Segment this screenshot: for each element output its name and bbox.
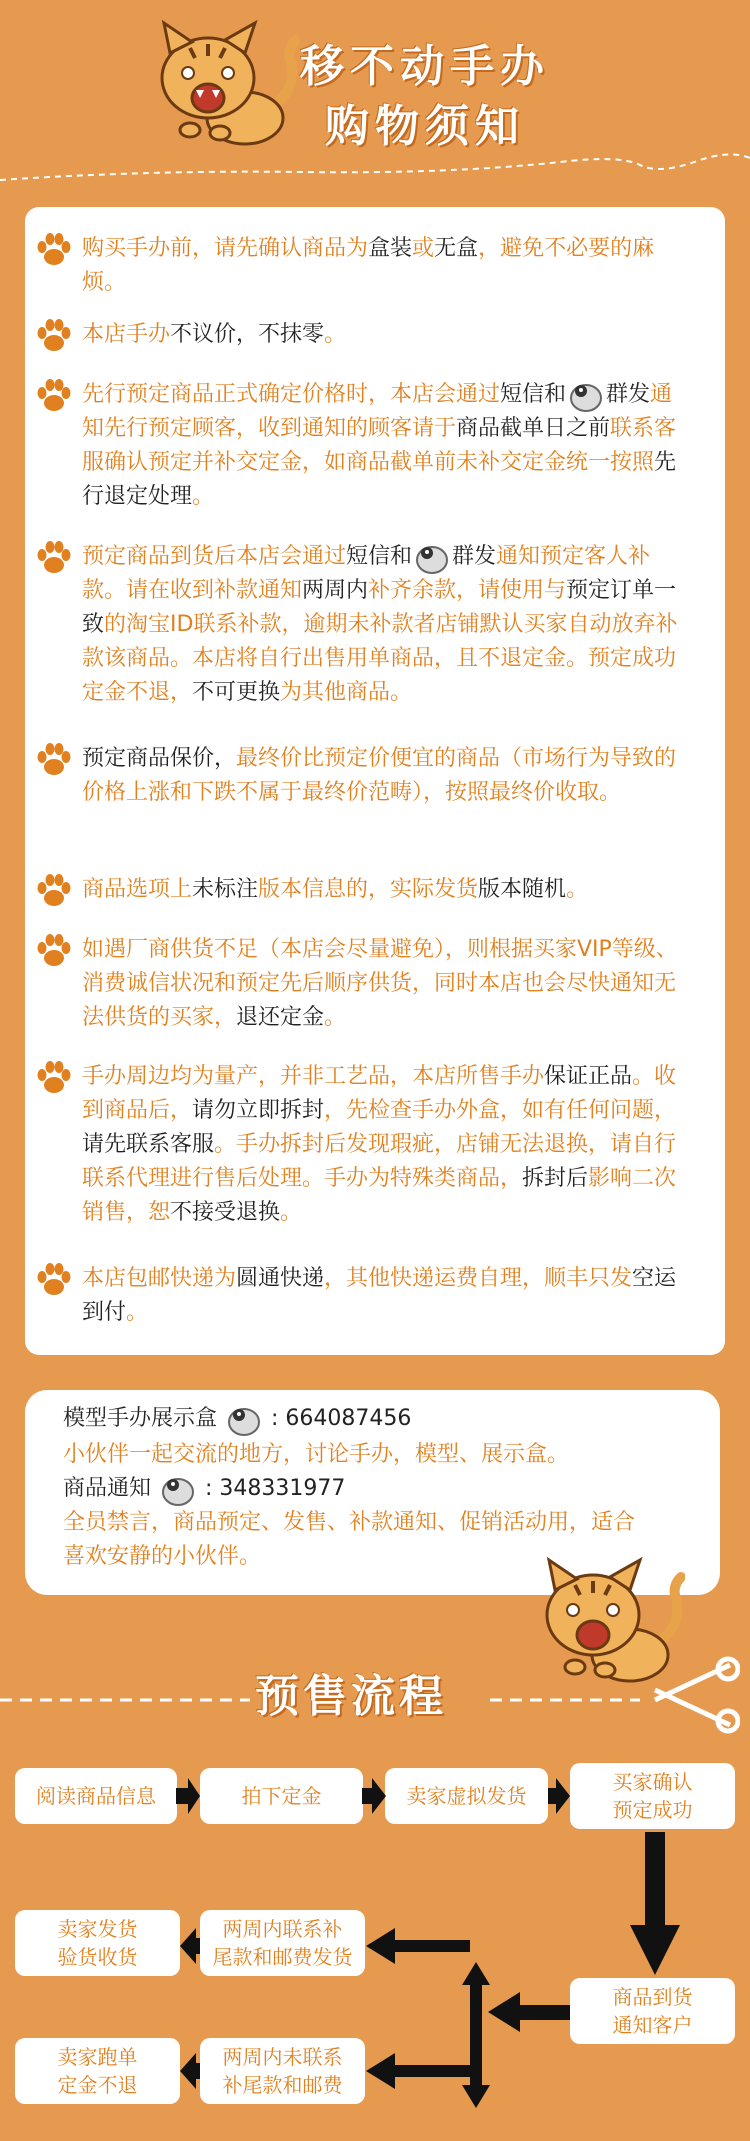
notice-emphasis: 不议价，不抹零 bbox=[170, 322, 325, 347]
notice-text: 商品选项上 bbox=[82, 877, 193, 902]
notice-item bbox=[82, 873, 694, 907]
notice-emphasis: 保证正品 bbox=[544, 1064, 633, 1089]
paw-icon bbox=[34, 376, 74, 416]
notice-emphasis: 短信和 bbox=[346, 544, 413, 569]
notice-text: 最终价比预定价便宜的商品（市场行为导致的价格上涨和下跌不属于最终价范畴），按照最终价收取。 bbox=[82, 746, 677, 805]
arrow-icon bbox=[470, 1985, 482, 2085]
group2-desc-2: 喜欢安静的小伙伴。 bbox=[63, 1544, 262, 1569]
step-arrival-line1: 商品到货 bbox=[612, 1985, 693, 2009]
step-buyer-receive-line1: 卖家发货 bbox=[57, 1917, 138, 1941]
paw-icon bbox=[34, 931, 74, 971]
qq-penguin-icon bbox=[158, 1472, 198, 1506]
notice-text: 。收到商品后， bbox=[82, 1064, 677, 1123]
arrow-icon bbox=[180, 1928, 200, 1964]
notice-text: 。 bbox=[566, 877, 589, 902]
notice-text: 。 bbox=[324, 1005, 347, 1030]
paw-icon bbox=[34, 538, 74, 578]
title-line-1: 移不动手办 bbox=[300, 41, 550, 92]
step-read-info: 阅读商品信息 bbox=[15, 1768, 177, 1824]
notice-emphasis: 请先联系客服 bbox=[82, 1132, 215, 1157]
title-line-2: 购物须知 bbox=[325, 101, 525, 152]
notice-item bbox=[82, 318, 694, 352]
paw-icon bbox=[34, 316, 74, 356]
notice-emphasis: 圆通快递 bbox=[236, 1266, 325, 1291]
paw-icon bbox=[34, 230, 74, 270]
step-forfeit-line2: 定金不退 bbox=[57, 2073, 138, 2097]
notice-emphasis: 预定订单一致 bbox=[82, 578, 677, 637]
group2-number[interactable]: : 348331977 bbox=[205, 1476, 346, 1501]
notice-text: 购买手办前，请先确认商品为 bbox=[82, 236, 369, 261]
scissors-icon bbox=[650, 1655, 740, 1735]
process-title: 预售流程 bbox=[255, 1671, 447, 1722]
qq-penguin-icon bbox=[566, 378, 606, 412]
notice-emphasis: 退还定金 bbox=[236, 1005, 325, 1030]
qq-penguin-icon bbox=[224, 1402, 264, 1436]
arrow-icon bbox=[462, 2085, 490, 2108]
notice-text: 通知预定客人补款。请在收到补款通知 bbox=[82, 544, 651, 603]
notice-text: 的淘宝ID联系补款，逾期未补款者店铺默认买家自动放弃补款该商品。本店将自行出售用单商品，且不退定金。预定成功定金不退， bbox=[82, 612, 678, 705]
notice-emphasis: 两周内 bbox=[302, 578, 369, 603]
paw-icon bbox=[34, 1058, 74, 1098]
step-buyer-receive-line2: 验货收货 bbox=[57, 1945, 138, 1969]
notice-emphasis: 空运到付 bbox=[82, 1266, 677, 1325]
arrow-icon bbox=[630, 1832, 680, 1975]
notice-text: 手办周边均为量产，并非工艺品，本店所售手办 bbox=[82, 1064, 545, 1089]
step-no-contact-line2: 补尾款和邮费 bbox=[222, 2073, 343, 2097]
notice-item bbox=[82, 1262, 694, 1330]
notice-emphasis: 群发 bbox=[452, 544, 497, 569]
notice-text: 影响二次销售，恕 bbox=[82, 1166, 677, 1225]
notice-emphasis: 盒装 bbox=[368, 236, 413, 261]
notice-item bbox=[82, 378, 694, 514]
notice-emphasis: 短信和 bbox=[500, 382, 567, 407]
step-pay-balance-line2: 尾款和邮费发货 bbox=[212, 1945, 353, 1969]
notice-item bbox=[82, 1060, 694, 1230]
notice-emphasis: 无盒 bbox=[434, 236, 479, 261]
step-pay-balance-line1: 两周内联系补 bbox=[222, 1917, 343, 1941]
arrow-icon bbox=[366, 1928, 470, 1964]
notice-text: 为其他商品。 bbox=[280, 680, 413, 705]
step-pay-deposit: 拍下定金 bbox=[200, 1768, 363, 1824]
group1-label: 模型手办展示盒 bbox=[63, 1406, 218, 1431]
notice-emphasis: 先行退定处理 bbox=[82, 450, 677, 509]
group2-label: 商品通知 bbox=[63, 1476, 152, 1501]
notice-text: 。手办拆封后发现瑕疵，店铺无法退换，请自行联系代理进行售后处理。手办为特殊类商品， bbox=[82, 1132, 677, 1191]
notice-item bbox=[82, 742, 694, 810]
notice-item bbox=[82, 232, 694, 300]
step-forfeit-line1: 卖家跑单 bbox=[57, 2045, 138, 2069]
notice-text: 版本信息的，实际发货 bbox=[258, 877, 479, 902]
notice-text: 。 bbox=[280, 1200, 303, 1225]
arrow-icon bbox=[366, 2053, 470, 2089]
step-arrival-line2: 通知客户 bbox=[612, 2013, 693, 2037]
step-confirm-line1: 买家确认 bbox=[612, 1770, 693, 1794]
notice-text: 补齐余款，请使用与 bbox=[368, 578, 567, 603]
arrow-icon bbox=[362, 1778, 386, 1814]
notice-text: 本店包邮快递为 bbox=[82, 1266, 237, 1291]
notice-emphasis: 版本随机 bbox=[478, 877, 567, 902]
notice-text: 先行预定商品正式确定价格时，本店会通过 bbox=[82, 382, 501, 407]
divider-curve bbox=[0, 150, 750, 190]
step-no-contact-line1: 两周内未联系 bbox=[222, 2045, 343, 2069]
notice-text: ，先检查手办外盒，如有任何问题， bbox=[324, 1098, 677, 1123]
notice-text: 本店手办 bbox=[82, 322, 171, 347]
notice-emphasis: 群发 bbox=[606, 382, 651, 407]
paw-icon bbox=[34, 871, 74, 911]
notice-text: 或 bbox=[412, 236, 435, 261]
arrow-icon bbox=[180, 2053, 200, 2089]
notice-emphasis: 请勿立即拆封 bbox=[192, 1098, 325, 1123]
notice-text: 。 bbox=[126, 1300, 149, 1325]
arrow-icon bbox=[548, 1778, 570, 1814]
notice-text: 联系客服确认预定并补交定金，如商品截单前未补交定金统一按照 bbox=[82, 416, 677, 475]
notice-emphasis: 拆封后 bbox=[522, 1166, 589, 1191]
notice-text: 。 bbox=[192, 484, 215, 509]
group1-number[interactable]: : 664087456 bbox=[271, 1406, 412, 1431]
step-confirm-line2: 预定成功 bbox=[612, 1798, 693, 1822]
tiger-cat-icon bbox=[150, 18, 300, 148]
notice-emphasis: 预定商品保价， bbox=[82, 746, 237, 771]
arrow-icon bbox=[462, 1962, 490, 1985]
notice-text: ，其他快递运费自理，顺丰只发 bbox=[324, 1266, 633, 1291]
notice-item bbox=[82, 933, 694, 1035]
notice-text: ，避免不必要的麻烦。 bbox=[82, 236, 655, 295]
notice-emphasis: 未标注 bbox=[192, 877, 259, 902]
step-virtual-ship: 卖家虚拟发货 bbox=[385, 1768, 548, 1824]
arrow-icon bbox=[488, 1992, 570, 2032]
notice-item bbox=[82, 540, 694, 710]
qq-penguin-icon bbox=[412, 540, 452, 574]
group2-line bbox=[63, 1472, 345, 1506]
notice-text: 通知先行预定顾客，收到通知的顾客请于 bbox=[82, 382, 673, 441]
notice-text: 。 bbox=[324, 322, 347, 347]
notice-emphasis: 不接受退换 bbox=[170, 1200, 281, 1225]
notice-emphasis: 不可更换 bbox=[192, 680, 281, 705]
arrow-icon bbox=[176, 1778, 200, 1814]
group1-desc: 小伙伴一起交流的地方，讨论手办，模型、展示盒。 bbox=[63, 1442, 570, 1467]
process-arrows bbox=[0, 1740, 750, 2140]
notice-text: 如遇厂商供货不足（本店会尽量避免），则根据买家VIP等级、消费诚信状况和预定先后顺序供货，同时本店也会尽快通知无法供货的买家， bbox=[82, 937, 678, 1030]
notice-emphasis: 商品截单日之前 bbox=[456, 416, 611, 441]
notice-text: 预定商品到货后本店会通过 bbox=[82, 544, 347, 569]
group1-line bbox=[63, 1402, 411, 1436]
group2-desc-1: 全员禁言，商品预定、发售、补款通知、促销活动用，适合 bbox=[63, 1510, 636, 1535]
paw-icon bbox=[34, 1260, 74, 1300]
paw-icon bbox=[34, 740, 74, 780]
